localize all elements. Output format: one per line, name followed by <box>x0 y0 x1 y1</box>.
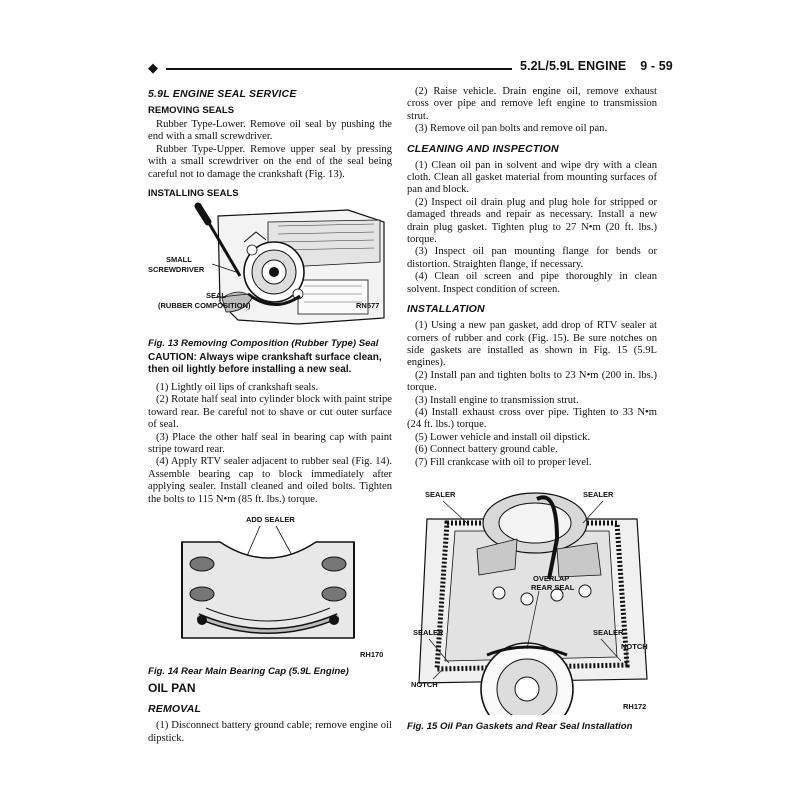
running-head <box>520 59 673 73</box>
installation-step-2: (2) Install pan and tighten bolts to 23 N•m (200 in. lbs.) torque. <box>407 369 657 394</box>
fig13-code: RN577 <box>356 301 380 311</box>
figure-13 <box>148 202 392 332</box>
install-step-2: (2) Rotate half seal into cylinder block with paint stripe toward rear. Be careful not to shave or cut outer surface of seal. <box>148 394 392 431</box>
removal-step-2: (2) Raise vehicle. Drain engine oil, remove exhaust cross over pipe and remove left engine to transmission strut. <box>407 86 657 122</box>
page-number: 9 - 59 <box>640 59 673 73</box>
caution-note: CAUTION: Always wipe crankshaft surface clean, then oil lightly before installing a new seal. <box>148 352 382 376</box>
install-step-4: (4) Apply RTV sealer adjacent to rubber seal (Fig. 14). Assemble bearing cap to block immediately after applying sealer. Install cleaned and oiled bolts. Tighten the bolts to 115 N•m (85 ft. lbs.) torque. <box>148 456 392 505</box>
section-title-seal-service: 5.9L ENGINE SEAL SERVICE <box>148 88 297 100</box>
installation-step-7: (7) Fill crankcase with oil to proper level. <box>415 456 592 468</box>
removing-paragraph-upper: Rubber Type-Upper. Remove upper seal by pressing with a small screwdriver on the end of the seal being careful not to damage the crankshaft (Fig. 13). <box>148 143 392 180</box>
removing-paragraph-lower: Rubber Type-Lower. Remove oil seal by pushing the end with a small screwdriver. <box>148 119 392 143</box>
fig13-label-rubber-composition: (RUBBER COMPOSITION) <box>158 301 251 311</box>
cleaning-step-4: (4) Clean oil screen and pipe thoroughly in clean solvent. Inspect condition of screen. <box>407 271 657 295</box>
cleaning-step-3: (3) Inspect oil pan mounting flange for bends or distortion. Straighten flange, if necessary. <box>407 246 657 270</box>
fig15-label-sealer-top-right: SEALER <box>583 489 614 499</box>
fig15-label-rear-seal: REAR SEAL <box>531 582 575 592</box>
installation-step-3: (3) Install engine to transmission strut. <box>415 394 579 406</box>
fig13-label-small: SMALL <box>166 255 192 265</box>
installation-step-4: (4) Install exhaust cross over pipe. Tighten to 33 N•m (24 ft. lbs.) torque. <box>407 406 657 431</box>
subsection-installing-seals: INSTALLING SEALS <box>148 188 239 200</box>
fig13-caption: Fig. 13 Removing Composition (Rubber Type) Seal <box>148 338 379 350</box>
fig13-label-screwdriver: SCREWDRIVER <box>148 265 205 275</box>
figure-14 <box>148 512 392 660</box>
fig14-code: RH170 <box>360 650 384 660</box>
fig14-caption: Fig. 14 Rear Main Bearing Cap (5.9L Engine) <box>148 666 349 678</box>
fig15-caption: Fig. 15 Oil Pan Gaskets and Rear Seal Installation <box>407 720 633 732</box>
figure-13-illustration <box>148 202 392 332</box>
removal-step-3: (3) Remove oil pan bolts and remove oil pan. <box>415 123 608 135</box>
fig15-label-notch-left: NOTCH <box>411 679 438 689</box>
installation-title: INSTALLATION <box>407 303 485 316</box>
cleaning-step-2: (2) Inspect oil drain plug and plug hole for stripped or damaged threads and repair as necessary. Install a new drain plug gasket. Tighten plug to 27 N•m (20 ft. lbs.) torque. <box>407 196 657 246</box>
figure-15 <box>407 479 657 715</box>
figure-14-illustration <box>148 512 392 660</box>
fig14-label-add-sealer: ADD SEALER <box>246 515 295 525</box>
left-column <box>148 86 392 745</box>
fig15-code: RH172 <box>623 701 647 711</box>
fig13-label-seal: SEAL <box>206 291 227 301</box>
fig15-label-sealer-bottom-left: SEALER <box>413 627 444 637</box>
fig15-label-notch-right: NOTCH <box>621 641 648 651</box>
install-step-1: (1) Lightly oil lips of crankshaft seals. <box>156 382 319 394</box>
fig15-label-sealer-top-left: SEALER <box>425 489 456 499</box>
installation-step-1: (1) Using a new pan gasket, add drop of RTV sealer at corners of rubber and cork (Fig. 15). Be sure notches on side gaskets are installed as shown in Fig. 15 (5.9L engines). <box>407 320 657 369</box>
header-diamond-icon: ◆ <box>148 61 158 76</box>
subsection-removing-seals: REMOVING SEALS <box>148 105 235 116</box>
right-column <box>407 86 657 732</box>
fig15-label-sealer-bottom-right: SEALER <box>593 627 624 637</box>
removal-title: REMOVAL <box>148 703 202 716</box>
oil-pan-title: OIL PAN <box>148 681 196 696</box>
header-rule <box>166 68 512 70</box>
cleaning-step-1: (1) Clean oil pan in solvent and wipe dry with a clean cloth. Clean all gasket material from mounting surfaces of pan and block. <box>407 159 657 196</box>
section-running-title: 5.2L/5.9L ENGINE <box>520 59 627 73</box>
cleaning-title: CLEANING AND INSPECTION <box>407 142 559 155</box>
figure-15-illustration <box>407 479 657 715</box>
install-step-3: (3) Place the other half seal in bearing cap with paint stripe toward rear. <box>148 431 392 456</box>
installation-step-5: (5) Lower vehicle and install oil dipstick. <box>415 431 591 443</box>
removal-step-1: (1) Disconnect battery ground cable; remove engine oil dipstick. <box>148 720 392 744</box>
installation-step-6: (6) Connect battery ground cable. <box>415 444 558 456</box>
fig15-label-overlap: OVERLAP <box>533 573 570 583</box>
